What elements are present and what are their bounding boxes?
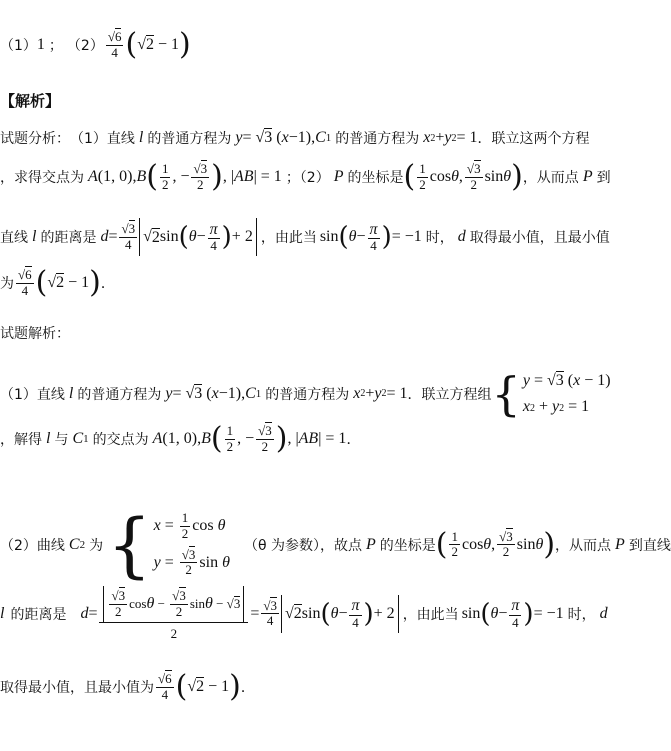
analysis-text: （1）直线 [70,131,135,147]
analysis-text: ；（2） [285,170,330,186]
analysis-label: 试题分析： [0,131,70,147]
analysis-text: 时， [425,230,454,246]
solution-text: （1）直线 [0,386,65,403]
analysis-text: 的距离是 [40,230,97,246]
solution-text: ，从而点 [555,537,612,554]
solution-line-1: （1）直线 l 的普通方程为 y = √3 ( x −1), C 1 的普通方程为 x 2 + y 2 = 1 ．联立方程组 { y = √3 (x − 1) x2 + y2 = 1 [0,366,611,421]
analysis-text: 取得最小值，且最小值 [469,230,610,246]
solution-text: ． [240,680,255,696]
analysis-text: ，求得交点为 [0,170,84,186]
answer-part1-value: 1 [36,36,45,53]
analysis-line-1: 试题分析： （1）直线 l 的普通方程为 y = √3 ( x −1), C 1 的普通方程为 x 2 + y 2 = 1 ．联立这两个方程 [0,129,590,147]
solution-text: 时， [567,606,596,623]
section-heading: 【解析】 [0,92,61,110]
analysis-text: ． [100,276,115,292]
solution-label: 试题解析： [0,326,70,342]
answer-part2-label: （2） [66,38,104,54]
solution-text: 的普通方程为 [77,386,162,403]
solution-text: ，解得 [0,432,42,448]
analysis-text: 的普通方程为 [335,131,420,147]
solution-text: （2）曲线 [0,537,65,554]
solution-text: 的交点为 [92,432,149,448]
solution-line-2: ，解得 l 与 C 1 的交点为 A (1, 0), B ( $\frac{1}{2}$ , − $\frac{√3}{2}$ ) , | AB | = 1 ． [0,421,361,456]
analysis-text: 直线 [0,230,28,246]
analysis-line-3: 直线 l 的距离是 d = $\frac{√3}{4}$ √ 2 sin ( θ − $\frac{\pi}{4}$ ) + 2 ，由此当 sin ( θ − $\frac{\pi}{4}$ ) = −1 时， d 取得最小值，且最小值 [0,218,610,256]
analysis-text: 的普通方程为 [147,131,232,147]
analysis-text: ．联立这两个方程 [477,131,590,147]
analysis-text: 为 [0,276,14,292]
analysis-text: ，从而点 [522,170,579,186]
solution-text: 的坐标是 [379,537,436,554]
analysis-line-2: ，求得交点为 A (1, 0), B ( $\frac{1}{2}$ , − $\frac{√3}{2}$ ) , | AB | = 1 ；（2） P 的坐标是 ( $\frac{1}{2}$ cos θ , $\frac{√3}{2}$ sin θ ) ，从而点 P 到 [0,159,611,194]
solution-line-3: （2）曲线 C 2 为 { x = $\frac{1}{2}$ cos θ y = $\frac{√3}{2}$ sin θ （θ 为参数），故点 P 的坐标是 ( $\frac{1}{2}$ cos θ , $\frac{√3}{2}$ sin θ ) ，从而点 P 到直线 [0,503,671,586]
answer-part2-expr: $\frac{√6}{4}$ ( √2 − 1 ) [107,27,191,62]
answer-part1-label: （1） [0,38,37,54]
analysis-line-4: 为 $\frac{√6}{4}$ ( √2 − 1 ) ． [0,265,115,300]
solution-text: ，由此当 [402,606,459,623]
answer-line [0,27,191,62]
solution-text: ．联立方程组 [407,386,492,403]
analysis-text: 的坐标是 [347,170,404,186]
solution-text: ． [346,432,361,448]
analysis-text: 到 [596,170,611,186]
solution-text: 取得最小值，且最小值为 [0,680,154,696]
analysis-text: ，由此当 [260,230,317,246]
solution-text: 到直线 [628,537,671,554]
solution-line-4: l 的距离是 d = $\frac{√3}{2}$ cos θ − $\frac{√3}{2}$ sin θ − √ 3 2 = $\frac{√3}{4}$ √ 2 sin ( θ − $\frac{\pi}{4}$ ) + 2 ，由此当 sin ( θ − $\frac{\pi}{4}$ ) = −1 时， d [0,586,608,641]
solution-text: 与 [54,432,69,448]
solution-text: （θ 为参数），故点 [243,537,362,554]
solution-text: 的普通方程为 [265,386,350,403]
solution-text: 的距离是 [10,606,67,623]
solution-line-5: 取得最小值，且最小值为 $\frac{√6}{4}$ ( √2 − 1 ) ． [0,669,255,704]
solution-text: 为 [89,537,104,554]
answer-separator: ； [48,38,63,54]
